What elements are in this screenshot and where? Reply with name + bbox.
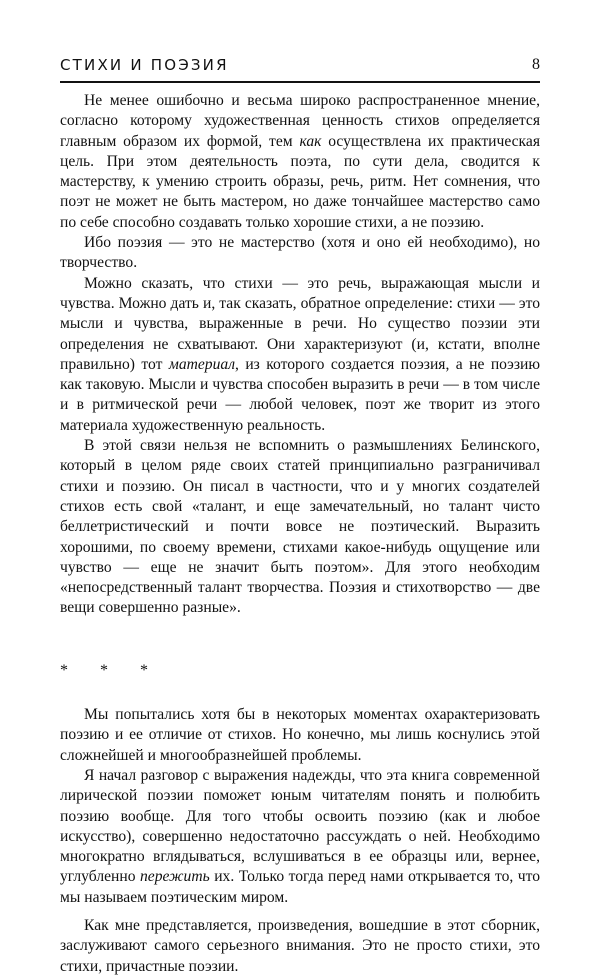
paragraph [60,916,540,977]
text-run: Можно сказать, что стихи — это речь, выражающая мысли и чувства. Можно дать и, так сказать, обратное определение: стихи — это мысли и чувства, выраженные в речи. Но существо поэзии эти определения не схватывают. Они характеризуют (и, кстати, вполне правильно) тот [60,274,540,373]
text-run: Не менее ошибочно и весьма широко распространенное мнение, согласно которому художественная ценность стихов определяется главным образом их формой, тем [60,92,540,150]
emphasis: пережить [140,868,210,886]
text-run: Ибо поэзия — это не мастерство (хотя и оно ей необходимо), но творчество. [60,234,540,272]
running-title: СТИХИ И ПОЭЗИЯ [60,56,229,74]
section-1 [60,91,540,619]
running-header [60,56,540,76]
text-run: В этой связи нельзя не вспомнить о размышлениях Белинского, который в целом ряде своих статей принципиально разграничивал стихи и поэзию. Он писал в частности, что и у многих создателей стихов есть свой «талант, и еще замечательный, но талант чисто беллетристический и почти вовсе не поэтический. Выразить хорошими, по своему времени, стихами какое-нибудь ощущение или чувство — еще не значит быть поэтом». Для этого необходим «непосредственный талант творчества. Поэзия и стихотворство — две вещи совершенно разные». [60,437,540,617]
text-run: осуществлена их практическая цель. При этом деятельность поэта, по сути дела, сводится к мастерству, к умению строить образы, речь, ритм. Нет сомнения, что поэт не может не быть мастером, но даже тончайшее мастерство само по себе способно создавать только хорошие стихи, а не поэзию. [60,132,540,231]
emphasis: как [299,132,322,150]
paragraph [60,705,540,766]
paragraph [60,91,540,233]
page-number: 8 [532,56,540,73]
header-rule [60,81,540,83]
text-run: Я начал разговор с выражения надежды, что эта книга современной лирической поэзии поможет юным читателям понять и полюбить поэзию вообще. Для того чтобы освоить поэзию (как и любое искусство), совершенно недостаточно рассуждать о ней. Необходимо многократно вглядываться, вслушиваться в ее образцы или, вернее, углубленно [60,766,540,886]
page-body [60,91,540,977]
section-2 [60,705,540,977]
text-run: их. Только тогда перед нами открывается то, что мы называем поэтическим миром. [60,868,540,906]
text-run: , из которого создается поэзия, а не поэзию как таковую. Мысли и чувства способен выразить в речи — в том числе и в ритмической речи — любой человек, поэт же творит из этого материала художественную реальность. [60,355,541,434]
paragraph [60,233,540,274]
paragraph [60,436,540,619]
text-run: Как мне представляется, произведения, вошедшие в этот сборник, заслуживают самого серьезного внимания. Это не просто стихи, это стихи, причастные поэзии. [60,916,540,975]
text-run: Мы попытались хотя бы в некоторых моментах охарактеризовать поэзию и ее отличие от стихов. Но конечно, мы лишь коснулись этой сложнейшей и многообразнейшей проблемы. [60,706,540,764]
emphasis: материал [168,355,235,373]
section-break-asterism: * * * [60,661,162,679]
paragraph [60,274,540,436]
paragraph [60,766,540,908]
